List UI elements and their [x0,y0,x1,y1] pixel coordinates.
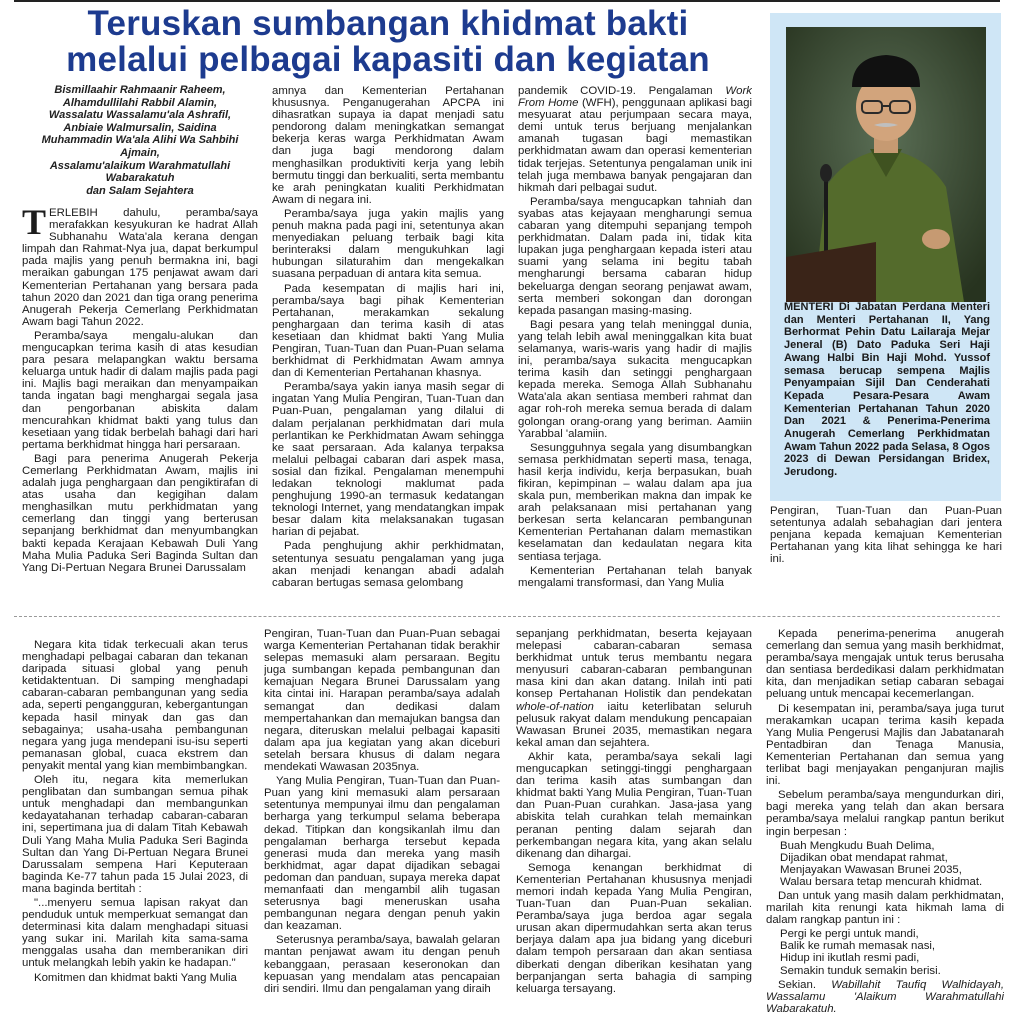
pantun-line: Balik ke rumah memasak nasi, [780,940,936,953]
speaker-illustration [786,27,986,302]
paragraph: Pengiran, Tuan-Tuan dan Puan-Puan setentunya adalah sebahagian dari jentera penjana kepada kemajuan Kementerian Pertahanan yang kita lihat sehingga ke hari ini. [770,505,1002,566]
emphasis: Wabillahit Taufiq Walhidayah, Wassalamu 'Alaikum Warahmatullahi Wabarakatuh. [766,978,1004,1015]
salutation-line: Alhamdullilahi Rabbil Alamin, [62,96,218,109]
paragraph: Peramba/saya yakin ianya masih segar di ingatan Yang Mulia Pengiran, Tuan-Tuan dan Puan-Puan, pengalaman yang dilalui di dalam perjalanan perkhidmatan dari mula perlantikan ke Perkhidmatan Awam sehingga ke saat persaraan. Ada kalanya terpaksa melalui pelbagai cabaran dari aspek masa, sosial dan fizikal. Pengalaman menempuhi ledakan teknologi maklumat pada penghujung 1990-an termasuk kedatangan teknologi Internet, yang mendatangkan impak besar dalam kita melaksanakan tugasan harian di pejabat. [272,381,504,539]
pantun-line: Pergi ke pergi untuk mandi, [780,928,919,941]
paragraph: Peramba/saya juga yakin majlis yang penuh makna pada pagi ini, setentunya akan menyediakan peluang terbaik bagi kita berinteraksi dalam mengukuhkan lagi hubungan silaturahim dan mengekalkan suasana perpaduan di antara kita semua. [272,207,504,281]
headline-line-1: Teruskan sumbangan khidmat bakti [87,4,689,43]
closing-paragraph: Sekian. Wabillahit Taufiq Walhidayah, Wassalamu 'Alaikum Warahmatullahi Wabarakatuh. [766,978,1004,1015]
top-rule [14,0,1000,2]
article-column-7 [516,628,752,1031]
paragraph: sepanjang perkhidmatan, beserta kejayaan melepasi cabaran-cabaran semasa berkhidmat untuk terus membantu negara menyusuri cabaran-cabaran pembangunan masa kini dan akan datang. Inilah inti pati konsep Pertahanan Holistik dan pendekatan whole-of-nation iaitu keterlibatan seluruh pelusuk rakyat dalam mendukung pencapaian Wawasan Brunei 2035, memastikan negara kekal aman dan sejahtera. [516,628,752,749]
paragraph: Pada kesempatan di majlis hari ini, peramba/saya bagi pihak Kementerian Pertahanan, merakamkan sekalung penghargaan dan terima kasih di atas kesetiaan dan khidmat bakti Yang Mulia Pengiran, Tuan-Tuan dan Puan-Puan selama berkhidmat di Perkhidmatan Awam amnya dan di Kementerian Pertahanan khasnya. [272,282,504,380]
section-divider [14,616,1000,618]
article-column-5 [22,639,248,1031]
article-column-6 [264,628,500,1031]
paragraph: Peramba/saya mengucapkan tahniah dan syabas atas kejayaan mengharungi semua cabaran yang ditempuhi sepanjang tempoh perkhidmatan. Dalam pada ini, tidak kita lupakan juga penghargaan kepada isteri atau suami yang selama ini begitu tabah mengharungi bersama cabaran hidup bekeluarga dengan seorang penjawat awam, serta memberi sokongan dan dorongan kepada pasangan masing-masing. [518,195,752,317]
paragraph: Dan untuk yang masih dalam perkhidmatan, marilah kita renungi kata hikmah lama di dalam rangkap pantun ini : [766,889,1004,927]
drop-cap: T [22,207,47,242]
headline [18,6,758,78]
article-column-8 [766,628,1004,1031]
quote-paragraph: "...menyeru semua lapisan rakyat dan penduduk untuk memperkuat semangat dan determinasi kita dalam menghadapi situasi yang sukar ini. Marilah kita sama-sama menggalas usaha dan memberanikan diri untuk melangkah lebih yakin ke hadapan." [22,896,248,970]
pantun-line: Semakin tunduk semakin berisi. [780,964,941,977]
paragraph: Kepada penerima-penerima anugerah cemerlang dan semua yang masih berkhidmat, peramba/saya mengajak untuk terus berusaha dan sentiasa berdedikasi dalam perkhidmatan kita, dan menjadikan setiap cabaran sebagai peluang untuk mencapai kecemerlangan. [766,628,1004,701]
paragraph: Kementerian Pertahanan telah banyak mengalami transformasi, dan Yang Mulia [518,564,752,589]
paragraph: Komitmen dan khidmat bakti Yang Mulia [34,971,237,984]
salutation-line: dan Salam Sejahtera [86,184,194,197]
emphasis: whole-of-nation [516,700,594,713]
salutation-line: Bismillaahir Rahmaanir Raheem, [54,84,226,96]
paragraph: Peramba/saya mengalu-alukan dan mengucapkan terima kasih di atas kesudian para pesara melapangkan waktu bersama keluarga untuk hadir di dalam majlis pada pagi ini. Majlis bagi meraikan dan menyampaikan tanda ingatan bagi menghargai segala jasa dan pengorbanan abiskita dalam mencurahkan khidmat bakti yang tulus dan kesetiaan yang tidak berbelah bahagi dari hari pertama berkhidmat hingga hari persaraan. [22,329,258,451]
article-column-1 [22,207,258,606]
paragraph: Pengiran, Tuan-Tuan dan Puan-Puan sebagai warga Kementerian Pertahanan tidak berakhir selepas memasuki alam persaraan. Begitu juga sumbangan kepada pembangunan dan kemajuan Negara Brunei Darussalam yang kita cintai ini. Harapan peramba/saya adalah semangat dan dedikasi dalam mempertahankan dan memajukan bangsa dan negara, diteruskan melalui pelbagai kapasiti dalam apa jua kegiatan yang akan diceburi setelah bersara khusus di dalam negara mendekati Wawasan 2035nya. [264,628,500,774]
pantun-line: Hidup ini ikutlah resmi padi, [780,952,920,965]
paragraph: Negara kita tidak terkecuali akan terus menghadapi pelbagai cabaran dan tekanan daripada situasi global yang penuh ketidaktentuan. Di samping menghadapi cabaran-cabaran pembangunan yang sedia ada, seperti pengangguran, kebergantungan kepada hasil minyak dan gas dan sebagainya; usaha-usaha pembangunan negara yang juga mendepani isu-isu seperti pemanasan global, cuaca ekstrem dan penyakit mental yang kian membimbangkan. [22,639,248,772]
salutation-line: Wassalatu Wassalamu'ala Ashrafil, [48,109,232,122]
pantun-line: Buah Mengkudu Buah Delima, [780,839,935,852]
photo-panel [770,13,1001,501]
paragraph: Oleh itu, negara kita memerlukan penglibatan dan sumbangan semua pihak untuk menghadapi dan membangunkan kedayatahanan terhadap cabaran-cabaran ini, sepertimana jua di dalam Titah Kebawah Duli Yang Maha Mulia Paduka Seri Baginda Sultan dan Yang Di-Pertuan Negara Brunei Darussalam sempena Hari Keputeraan baginda Ke-77 tahun pada 15 Julai 2023, di mana baginda bertitah : [22,774,248,895]
paragraph: Di kesempatan ini, peramba/saya juga turut merakamkan ucapan terima kasih kepada Yang Mulia Pengerusi Majlis dan Jabatanarah Pentadbiran dan Tenaga Manusia, Kementerian Pertahanan dan semua yang terlibat bagi menjayakan penganjuran majlis ini. [766,702,1004,788]
salutation-line: Muhammadin Wa'ala Alihi Wa Sahbihi [41,134,239,147]
paragraph: amnya dan Kementerian Pertahanan khususnya. Penganugerahan APCPA ini dihasratkan supaya ia dapat menjadi satu pendorong dalam meningkatkan semangat bekerja keras warga Perkhidmatan Awam dan juga bagi mendorong dalam menghasilkan produktiviti kerja yang lebih bermutu tinggi dan berkualiti, serta membantu ke arah peningkatan kualiti Perkhidmatan Awam di negara ini. [272,85,504,206]
paragraph: Sesungguhnya segala yang disumbangkan semasa perkhidmatan seperti masa, tenaga, hasil kerja individu, kerja berpasukan, buah fikiran, kepimpinan – walau dalam apa jua skala pun, memberikan makna dan impak ke arah pelaksanaan misi pertahanan yang berkesan serta kelancaran pembangunan Kementerian Pertahanan dalam memastikan keselamatan dan kedaulatan negara kita sentiasa terjaga. [518,441,752,563]
salutation-line: Ajmain, [120,146,160,159]
headline-line-2: melalui pelbagai kapasiti dan kegiatan [66,40,710,79]
paragraph: Akhir kata, peramba/saya sekali lagi mengucapkan setinggi-tinggi penghargaan dan terima kasih atas sumbangan dan khidmat bakti Yang Mulia Pengiran, Tuan-Tuan dan Puan-Puan curahkan. Jasa-jasa yang abiskita telah curahkan telah memainkan peranan penting dalam sejarah dan perkembangan negara kita, yang akan selalu dikenang dan dihargai. [516,750,752,860]
salutation-line: Assalamu'alaikum Warahmatullahi [49,159,231,172]
paragraph: pandemik COVID-19. Pengalaman Work From Home (WFH), penggunaan aplikasi bagi mesyuarat atau perjumpaan secara maya, demi untuk terus berjuang menjalankan amanah tugasan bagi memastikan perkhidmatan awam dan operasi kementerian tidak terjejas. Setentunya pengalaman unik ini telah juga membawa banyak pengajaran dan hikmah dari pelbagai sudut. [518,85,752,194]
photo-caption: MENTERI Di Jabatan Perdana Menteri dan Menteri Pertahanan II, Yang Berhormat Pehin Datu Lailaraja Mejar Jeneral (B) Dato Paduka Seri Haji Awang Halbi Bin Haji Mohd. Yussof semasa berucap sempena Majlis Penyampaian Sijil Dan Cenderahati Kepada Pesara-Pesara Awam Kementerian Pertahanan Tahun 2020 Dan 2021 & Penerima-Penerima Anugerah Cemerlang Perkhidmatan Awam Tahun 2022 pada Selasa, 8 Ogos 2023 di Dewan Persidangan Bridex, Jerudong. [784,301,990,479]
pantun-line: Menjayakan Wawasan Brunei 2035, [780,863,962,876]
article-column-3 [518,85,752,606]
pantun-line: Dijadikan obat mendapat rahmat, [780,851,948,864]
article-column-2 [272,85,504,606]
paragraph: Pada penghujung akhir perkhidmatan, setentunya sesuatu pengalaman yang juga akan menjadi kenangan abadi adalah cabaran bertugas semasa gelombang [272,540,504,589]
emphasis: Work From Home [518,85,752,110]
paragraph: Bagi pesara yang telah meninggal dunia, yang telah lebih awal meninggalkan kita buat selamanya, waris-waris yang hadir di majlis ini, peramba/saya sukacita mengucapkan terima kasih dan setinggi penghargaan kepada mereka. Semoga Allah Subhanahu Wata'ala akan sentiasa memberi rahmat dan agar roh-roh mereka semua berada di dalam golongan orang-orang yang beriman. Aamiin Yarabbal 'alamiin. [518,318,752,440]
salutation-line: Anbiaie Walmursalin, Saidina [63,121,217,134]
speaker-photo [786,27,986,302]
paragraph: TERLEBIH dahulu, peramba/saya merafakkan kesyukuran ke hadrat Allah Subhanahu Wata'ala kerana dengan limpah dan Rahmat-Nya jua, dapat berkumpul pada majlis yang penuh bermakna ini, bagi meraikan gabungan 175 penjawat awam dari Kementerian Pertahanan yang bersara pada tahun 2020 dan 2021 dan tiga orang penerima Anugerah Pekerja Cemerlang Perkhidmatan Awam bagi Tahun 2022. [22,207,258,328]
paragraph: Semoga kenangan berkhidmat di Kementerian Pertahanan khususnya menjadi memori indah kepada Yang Mulia Pengiran, Tuan-Tuan dan Puan-Puan sekalian. Peramba/saya juga berdoa agar segala urusan akan dipermudahkan serta akan terus berjaya dalam apa jua bidang yang diceburi dalam tempoh persaraan dan akan sentiasa diberkati dengan diberikan kesihatan yang berpanjangan serta bahagia di samping keluarga tersayang. [516,861,752,995]
salutation [22,84,258,197]
article-column-4 [770,505,1002,605]
paragraph: Sebelum peramba/saya mengundurkan diri, bagi mereka yang telah dan akan bersara peramba/saya melalui rangkap pantun berikut ingin berpesan : [766,789,1004,838]
paragraph: Yang Mulia Pengiran, Tuan-Tuan dan Puan-Puan yang kini memasuki alam persaraan setentunya mempunyai ilmu dan pengalaman berharga yang terkumpul selama beberapa dekad. Titipkan dan kongsikanlah ilmu dan pengalaman berharga tersebut kepada generasi muda dan mereka yang masih berkhidmat, agar dapat dijadikan sebagai pedoman dan panduan, supaya mereka dapat memanfaati dan mengambil alih tugasan seterusnya bagi meneruskan usaha pembangunan negara dengan penuh yakin dan keazaman. [264,775,500,933]
salutation-line: Wabarakatuh [105,172,175,185]
paragraph: Seterusnya peramba/saya, bawalah gelaran mantan penjawat awam itu dengan penuh kebanggaan, perasaan keseronokan dan kepuasan yang mendalam atas pencapaian diri sendiri. Ilmu dan pengalaman yang diraih [264,934,500,995]
pantun-line: Walau bersara tetap mencurah khidmat. [780,875,983,888]
paragraph: Bagi para penerima Anugerah Pekerja Cemerlang Perkhidmatan Awam, majlis ini adalah juga penghargaan dan pengiktirafan di atas usaha dan kegigihan dalam menghasilkan mutu perkhidmatan yang cemerlang dan tinggi yang berterusan sepanjang berkhidmat dan menyumbangkan bakti kepada Kerajaan Kebawah Duli Yang Maha Mulia Paduka Seri Baginda Sultan dan Yang Di-Pertuan Negara Brunei Darussalam [22,452,258,574]
